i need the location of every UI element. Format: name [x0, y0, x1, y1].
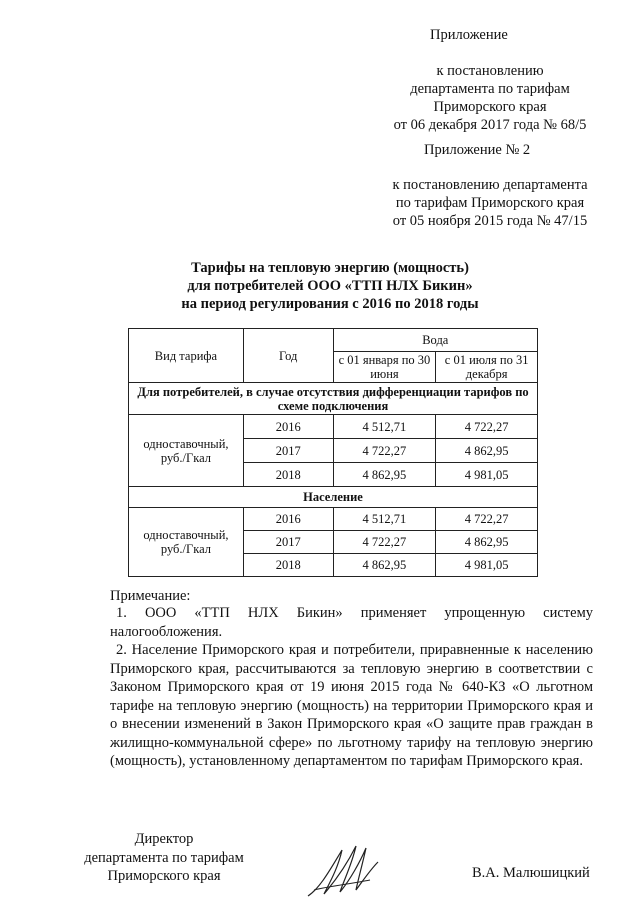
resolution-line: к постановлению: [436, 63, 544, 79]
note-2: [110, 641, 593, 771]
value-cell: 4 722,27: [436, 508, 538, 531]
value-cell: 4 512,71: [333, 415, 436, 439]
title-line: на период регулирования с 2016 по 2018 годы: [181, 296, 479, 312]
header-water: Вода: [333, 329, 537, 352]
year-cell: 2016: [243, 415, 333, 439]
value-cell: 4 512,71: [333, 508, 436, 531]
note-1: [110, 604, 593, 641]
value-cell: 4 722,27: [333, 531, 436, 554]
tariff-type-cell: одноставочный, руб./Гкал: [129, 508, 244, 577]
position-line: Приморского края: [107, 868, 221, 884]
resolution2-line: к постановлению департамента: [392, 177, 588, 193]
value-cell: 4 862,95: [333, 463, 436, 487]
header-period-1: с 01 января по 30 июня: [333, 352, 436, 383]
resolution-line: от 06 декабря 2017 года № 68/5: [393, 117, 587, 133]
title-line: для потребителей ООО «ТТП НЛХ Бикин»: [187, 278, 473, 294]
resolution-reference: [370, 62, 610, 134]
title-line: Тарифы на тепловую энергию (мощность): [191, 260, 469, 276]
signatory-name: В.А. Малюшицкий: [472, 865, 590, 881]
year-cell: 2017: [243, 439, 333, 463]
value-cell: 4 862,95: [333, 554, 436, 577]
note-2-text: 2. Население Приморского края и потребители, приравненные к населению Приморского края, рассчитываются за тепловую энергию в соответствии с Законом Приморского края от 19 июня 2015 года № 640-КЗ «О льготном тарифе на тепловую энергию (мощность) на территории Приморского края и о внесении изменений в Закон Приморского края «О защите прав граждан в жилищно-коммунальной сфере» по льготному тарифу на тепловую энергию (мощность), установленному департаментом по тарифам Приморского края.: [110, 642, 593, 769]
position-line: Директор: [134, 831, 194, 847]
section-title: Население: [129, 487, 538, 508]
appendix2-label: Приложение № 2: [424, 142, 531, 158]
value-cell: 4 862,95: [436, 439, 538, 463]
header-year: Год: [243, 329, 333, 383]
year-cell: 2016: [243, 508, 333, 531]
value-cell: 4 722,27: [436, 415, 538, 439]
resolution-line: Приморского края: [433, 99, 547, 115]
year-cell: 2018: [243, 463, 333, 487]
signatory-position: [74, 830, 254, 886]
value-cell: 4 862,95: [436, 531, 538, 554]
document-title: [80, 259, 580, 313]
notes-heading: Примечание:: [110, 588, 191, 604]
appendix-label: Приложение: [430, 27, 508, 43]
handwritten-signature: [300, 840, 390, 900]
tariff-type-cell: одноставочный, руб./Гкал: [129, 415, 244, 487]
value-cell: 4 722,27: [333, 439, 436, 463]
tariffs-table: [128, 328, 538, 577]
note-1-text: 1. ООО «ТТП НЛХ Бикин» применяет упрощенную систему налогообложения.: [110, 605, 593, 640]
section-title: Для потребителей, в случае отсутствия дифференциации тарифов по схеме подключения: [129, 383, 538, 415]
resolution2-reference: [370, 176, 610, 230]
year-cell: 2018: [243, 554, 333, 577]
header-period-2: с 01 июля по 31 декабря: [436, 352, 538, 383]
resolution2-line: по тарифам Приморского края: [395, 195, 585, 211]
header-tariff-type: Вид тарифа: [129, 329, 244, 383]
year-cell: 2017: [243, 531, 333, 554]
value-cell: 4 981,05: [436, 554, 538, 577]
value-cell: 4 981,05: [436, 463, 538, 487]
resolution2-line: от 05 ноября 2015 года № 47/15: [392, 213, 588, 229]
resolution-line: департамента по тарифам: [410, 81, 570, 97]
position-line: департамента по тарифам: [84, 849, 244, 866]
